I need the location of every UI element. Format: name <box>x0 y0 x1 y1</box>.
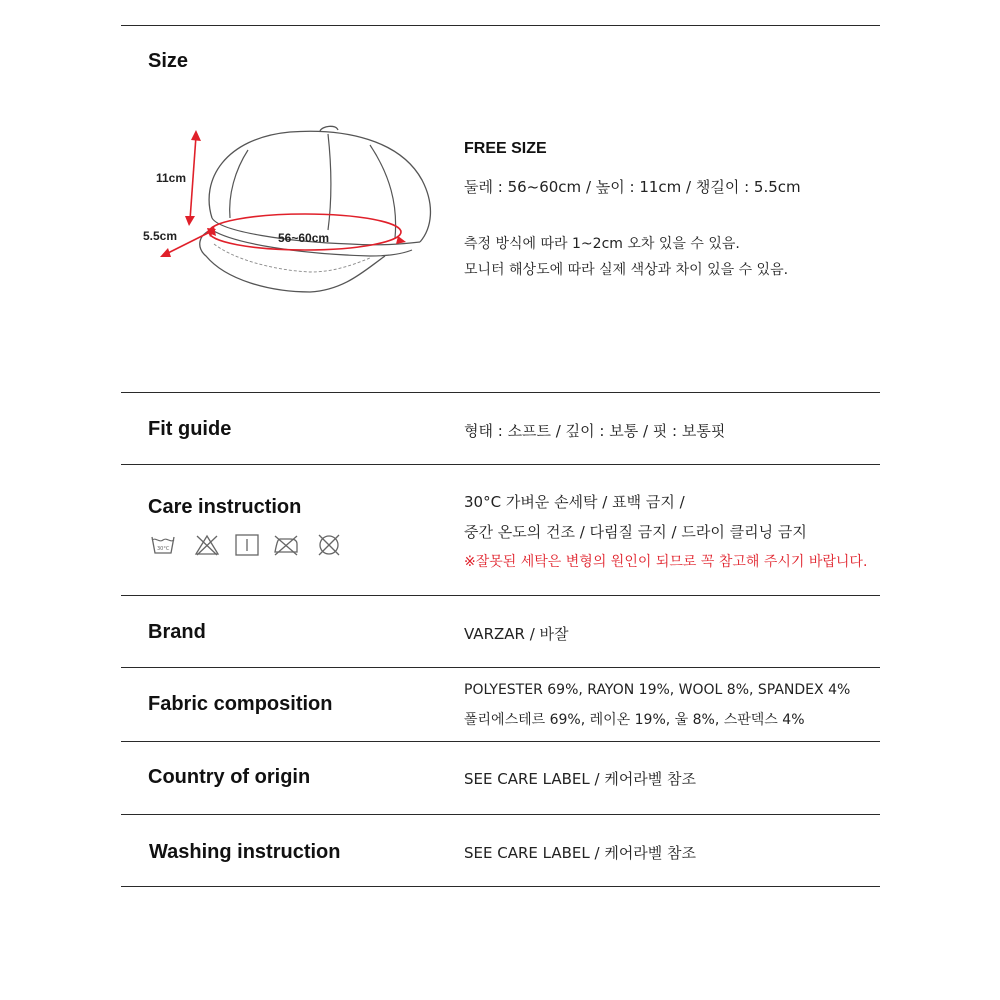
fabric-line-1: POLYESTER 69%, RAYON 19%, WOOL 8%, SPANDEX 4% <box>464 682 851 698</box>
brand-heading: Brand <box>148 621 206 643</box>
care-icons <box>150 533 350 559</box>
care-line-2: 중간 온도의 건조 / 다림질 금지 / 드라이 클리닝 금지 <box>464 523 807 541</box>
fabric-line-2: 폴리에스테르 69%, 레이온 19%, 울 8%, 스판덱스 4% <box>464 712 805 728</box>
divider-origin-bottom <box>121 814 880 815</box>
divider-brand-bottom <box>121 667 880 668</box>
fit-guide-heading: Fit guide <box>148 418 232 440</box>
divider-size-bottom <box>121 392 880 393</box>
brand-value: VARZAR / 바잘 <box>464 625 569 643</box>
divider-care-bottom <box>121 595 880 596</box>
free-size-label: FREE SIZE <box>464 140 547 157</box>
size-note-2: 모니터 해상도에 따라 실제 색상과 차이 있을 수 있음. <box>464 262 789 278</box>
size-heading: Size <box>148 50 189 72</box>
no-iron-icon <box>272 533 300 557</box>
hat-size-diagram <box>140 120 440 300</box>
divider-fit-bottom <box>121 464 880 465</box>
care-line-1: 30°C 가벼운 손세탁 / 표백 금지 / <box>464 493 685 511</box>
divider-fabric-bottom <box>121 741 880 742</box>
washing-heading: Washing instruction <box>149 841 341 863</box>
no-bleach-icon <box>194 533 220 557</box>
brim-label: 5.5cm <box>143 229 178 243</box>
size-note-1: 측정 방식에 따라 1~2cm 오차 있을 수 있음. <box>464 236 740 252</box>
care-heading: Care instruction <box>148 496 302 518</box>
origin-heading: Country of origin <box>148 766 311 788</box>
no-dry-clean-icon <box>316 533 342 557</box>
washing-value: SEE CARE LABEL / 케어라벨 참조 <box>464 844 697 862</box>
tumble-dry-icon <box>234 533 260 557</box>
circumference-label: 56~60cm <box>278 231 330 245</box>
origin-value: SEE CARE LABEL / 케어라벨 참조 <box>464 770 697 788</box>
fabric-heading: Fabric composition <box>148 693 333 715</box>
wash-temp-label: 30°C <box>157 546 170 552</box>
size-measurements: 둘레 : 56~60cm / 높이 : 11cm / 챙길이 : 5.5cm <box>464 178 801 196</box>
divider-bottom <box>121 886 880 887</box>
height-label: 11cm <box>156 171 187 185</box>
divider-top <box>121 25 880 26</box>
fit-guide-value: 형태 : 소프트 / 깊이 : 보통 / 핏 : 보통핏 <box>464 422 726 440</box>
care-warning: ※잘못된 세탁은 변형의 원인이 되므로 꼭 참고해 주시기 바랍니다. <box>464 554 868 570</box>
hand-wash-30-icon <box>150 533 176 557</box>
